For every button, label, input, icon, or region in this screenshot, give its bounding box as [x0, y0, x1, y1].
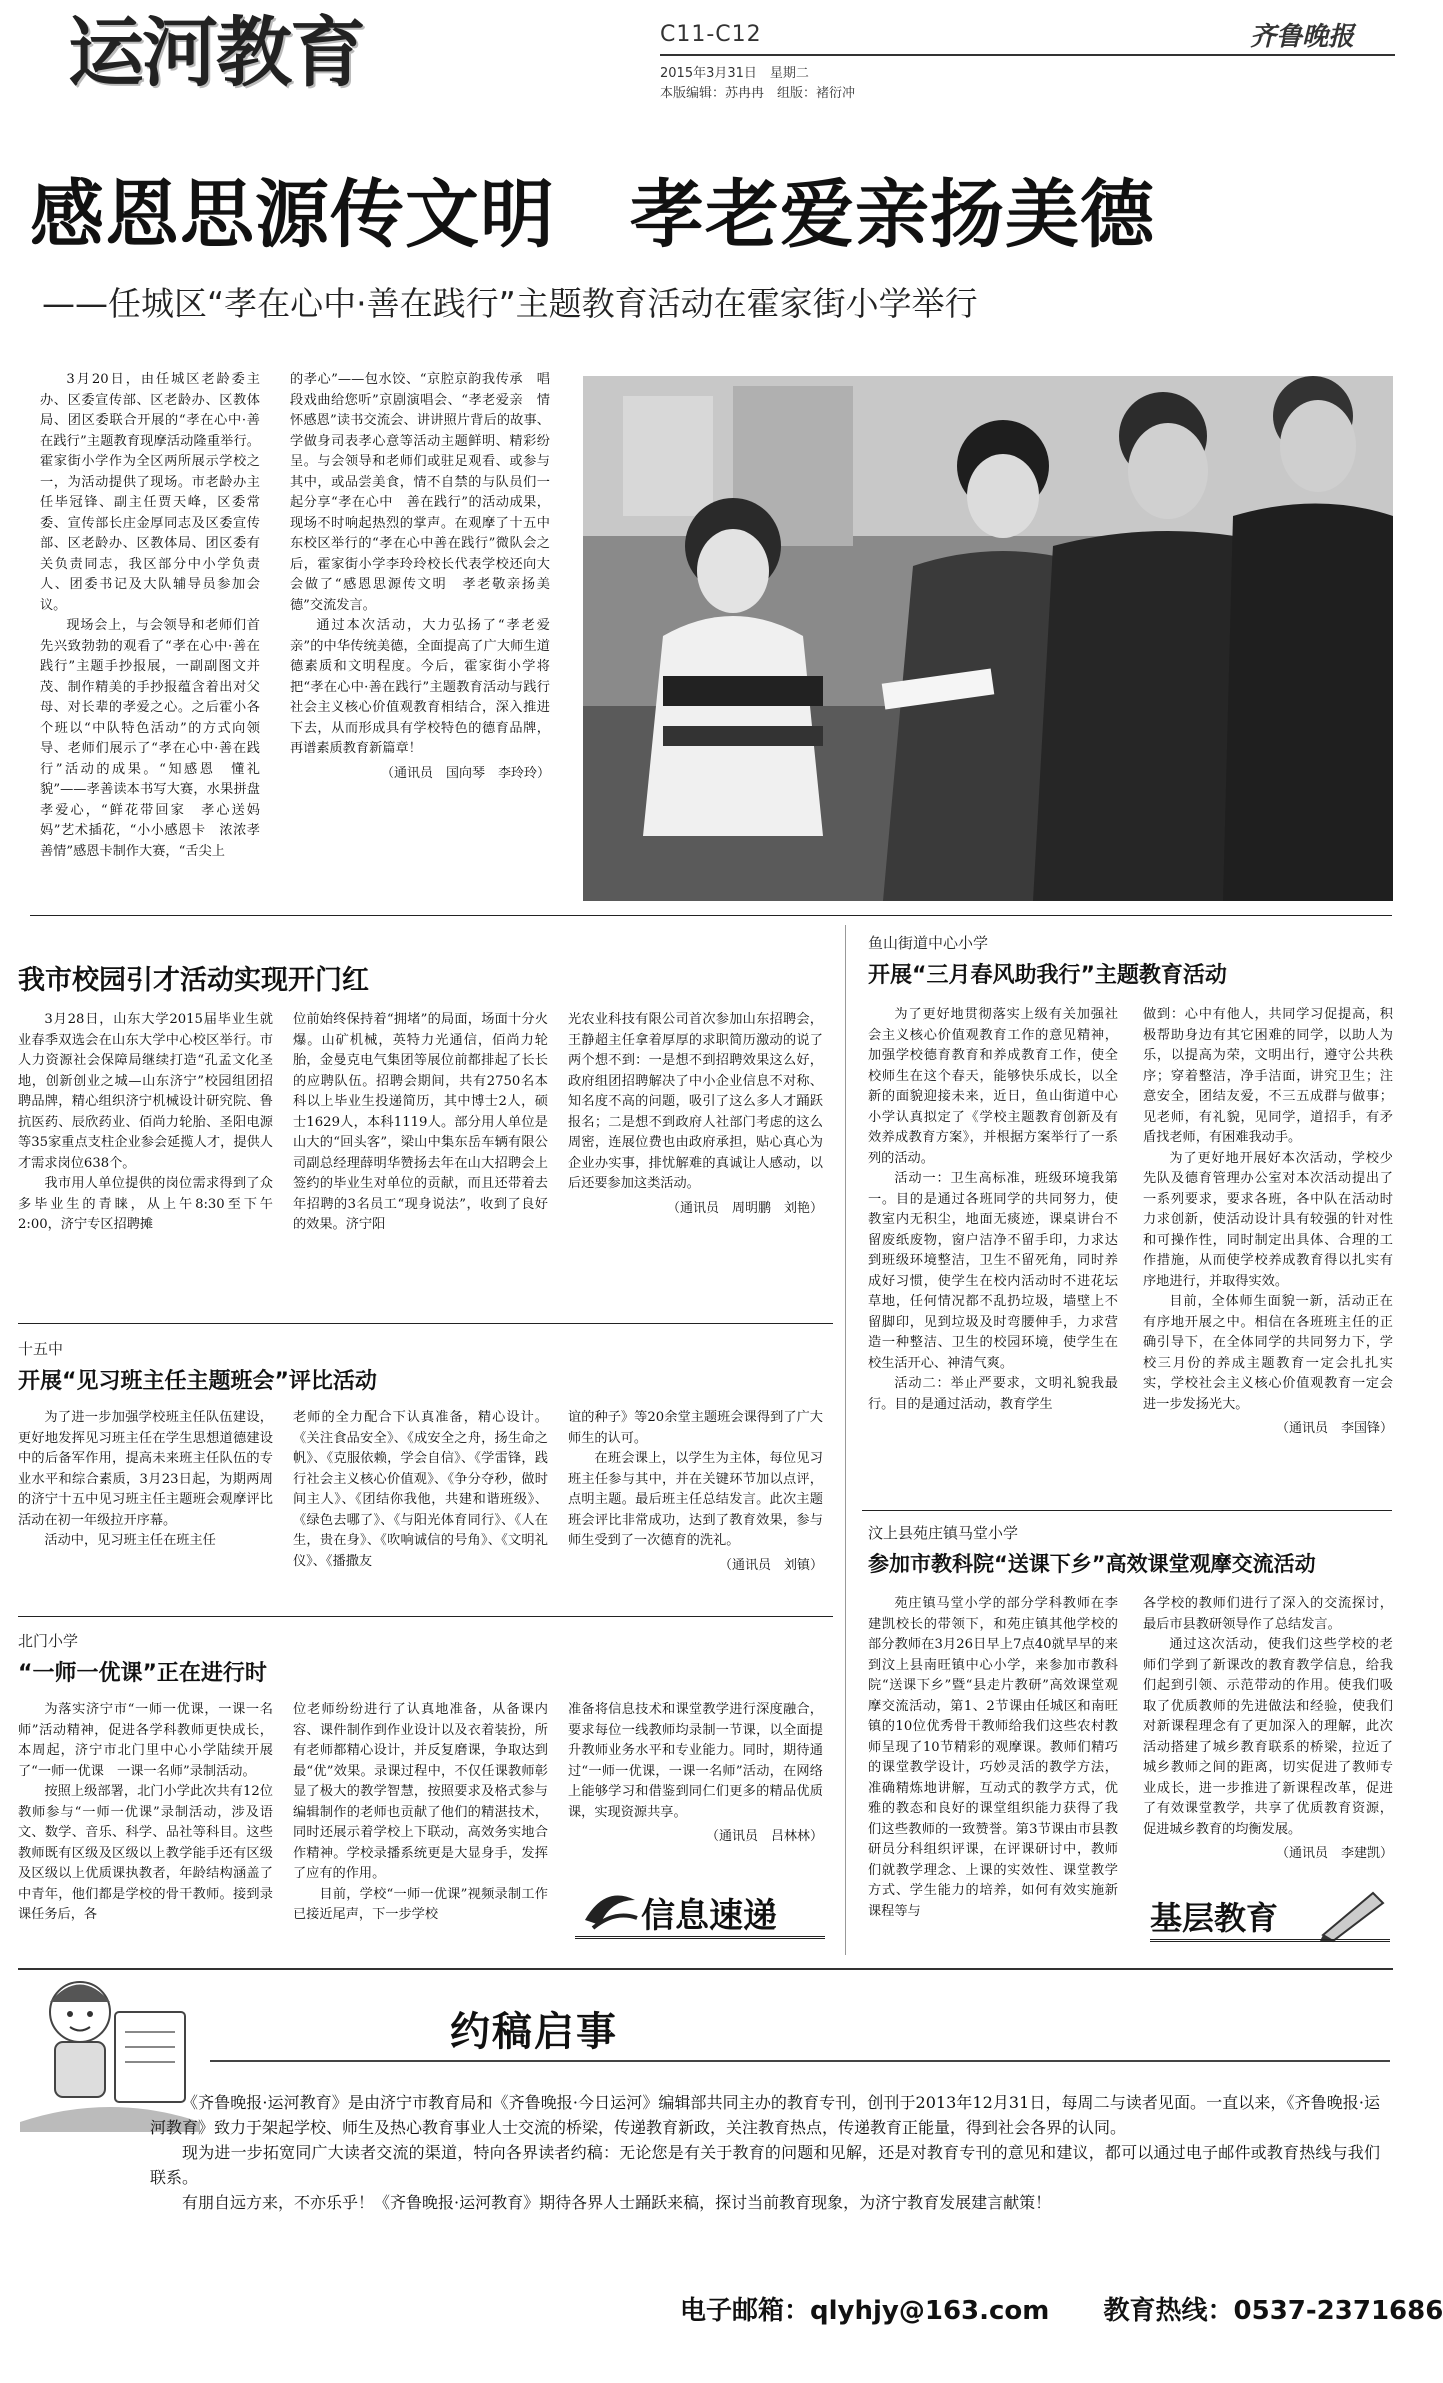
hotline-number[interactable]: 0537-2371686	[1233, 2296, 1443, 2326]
hotline-label: 教育热线：	[1103, 2296, 1234, 2326]
yuanzhuang-paragraph: 通过这次活动，使我们这些学校的老师们学到了新课改的教育教学信息，给我们起到引领、示范带动的作用。使我们吸取了优质教师的先进做法和经验，使我们对新课程理念有了更加深入的理解，此次活动搭建了城乡教育联系的桥梁，拉近了城乡教师之间的距离，切实促进了教师专业成长，进一步推进了新课程改革，促进了有效课堂教学，共享了优质教育资源，促进城乡教育的均衡发展。	[1143, 1637, 1393, 1837]
contact-line	[680, 2290, 1443, 2327]
column-divider	[845, 925, 846, 1955]
grassroots-badge-underline	[1150, 1939, 1390, 1942]
recruit-column-2	[293, 1010, 548, 1236]
yuanzhuang-paragraph: 苑庄镇马堂小学的部分学科教师在李建凯校长的带领下，和苑庄镇其他学校的部分教师在3月26日早上7点40就早早的来到汶上县南旺镇中心小学，来参加市教科院“送课下乡”暨“县走片教研”高效课堂观摩交流活动，第1、2节课由任城区和南旺镇的10位优秀骨干教师给我们这些农村教师呈现了10节精彩的观摩课。教师们精巧的课堂教学设计，巧妙灵活的教学方法，准确精炼地讲解，互动式的教学方式，优雅的教态和良好的课堂组织能力获得了我们这些教师的一致赞誉。第3节课由市县教研员分科组织评课，在评课研讨中，教师们就教学理念、上课的实效性、课堂教学方式、学生能力的培养，如何有效实施新课程等与	[868, 1596, 1118, 1919]
recruit-column-1	[18, 1010, 273, 1236]
beimen-paragraph: 目前，学校“一师一优课”视频录制工作已接近尾声，下一步学校	[293, 1886, 548, 1922]
divider	[18, 1323, 833, 1324]
notice-body	[150, 2090, 1380, 2215]
school15-kicker: 十五中	[18, 1340, 64, 1358]
grassroots-badge-label: 基层教育	[1150, 1899, 1279, 1937]
notice-paragraph: 有朋自远方来，不亦乐乎！《齐鲁晚报·运河教育》期待各界人士踊跃来稿，探讨当前教育现象，为济宁教育发展建言献策！	[182, 2193, 1052, 2212]
lead-credit: （通讯员 国向琴 李玲玲）	[380, 765, 550, 781]
info-badge	[575, 1880, 825, 1940]
yushan-column-1	[868, 1005, 1118, 1415]
lead-paragraph: 的孝心”——包水饺、“京腔京韵我传承 唱段戏曲给您听”京剧演唱会、“孝老爱亲 情怀感恩”读书交流会、讲讲照片背后的故事、学做身司表孝心意等活动主题鲜明、精彩纷呈。与会领导和老师们或驻足观看、或参与其中，或品尝美食，情不自禁的与队员们一起分享“孝在心中 善在践行”的活动成果，现场不时响起热烈的掌声。在观摩了十五中东校区举行的“孝在心中善在践行”微队会之后，霍家街小学李玲玲校长代表学校还向大会做了“感恩思源传文明 孝老敬亲扬美德”交流发言。	[290, 372, 550, 613]
school15-column-1	[18, 1408, 273, 1552]
page-range: C11-C12	[660, 22, 762, 47]
yushan-paragraph: 目前，全体师生面貌一新，活动正在有序地开展之中。相信在各班班主任的正确引导下，在全体同学的共同努力下，学校三月份的养成主题教育一定会扎扎实实，学校社会主义核心价值观教育一定会进一步发扬光大。	[1143, 1294, 1393, 1412]
pencil-icon	[1318, 1885, 1388, 1941]
school15-column-3	[568, 1408, 823, 1573]
school15-column-2	[293, 1408, 548, 1572]
yuanzhuang-credit: （通讯员 李建凯）	[1275, 1846, 1393, 1861]
notice-paragraph: 《齐鲁晚报·运河教育》是由济宁市教育局和《齐鲁晚报·今日运河》编辑部共同主办的教育专刊，创刊于2013年12月31日，每周二与读者见面。一直以来，《齐鲁晚报·运河教育》致力于架起学校、师生及热心教育事业人士交流的桥梁，传递教育新政，关注教育热点，传递教育正能量，得到社会各界的认同。	[150, 2093, 1380, 2137]
beimen-paragraph: 准备将信息技术和课堂教学进行深度融合，要求每位一线教师均录制一节课，以全面提升教师业务水平和专业能力。同时，期待通过“一师一优课，一课一名师”活动，在网络上能够学习和借鉴到同仁们更多的精品优质课，实现资源共享。	[568, 1702, 823, 1820]
email-label: 电子邮箱：	[680, 2296, 811, 2326]
lead-column-2	[290, 370, 550, 781]
yuanzhuang-headline: 参加市教科院“送课下乡”高效课堂观摩交流活动	[868, 1552, 1316, 1576]
yushan-kicker: 鱼山街道中心小学	[868, 934, 989, 952]
beimen-headline: “一师一优课”正在进行时	[18, 1661, 267, 1686]
lead-column-1	[40, 370, 260, 862]
divider	[30, 915, 1392, 916]
yuanzhuang-column-1	[868, 1594, 1118, 1922]
recruit-credit: （通讯员 周明鹏 刘艳）	[666, 1200, 823, 1216]
lead-paragraph: 3月20日，由任城区老龄委主办、区委宣传部、区老龄办、区教体局、团区委联合开展的“孝在心中·善在践行”主题教育现摩活动隆重举行。霍家街小学作为全区两所展示学校之一，为活动提供了现场。市老龄办主任毕冠锋、副主任贾天峰，区委常委、宣传部长庄金厚同志及区委宣传部、区老龄办、区教体局、团区委有关负责同志，我区部分中小学负责人、团委书记及大队辅导员参加会议。	[40, 372, 260, 613]
divider	[18, 1616, 833, 1617]
recruit-headline: 我市校园引才活动实现开门红	[18, 965, 369, 996]
newspaper-logo: 齐鲁晚报	[1250, 22, 1355, 52]
school15-paragraph: 谊的种子》等20余堂主题班会课得到了广大师生的认可。	[568, 1410, 823, 1446]
email-address[interactable]: qlyhjy@163.com	[810, 2296, 1050, 2326]
yushan-paragraph: 为了更好地贯彻落实上级有关加强社会主义核心价值观教育工作的意见精神，加强学校德育教育和养成教育工作，使全校师生在这个春天，能够快乐成长，以全新的面貌迎接未来，近日，鱼山街道中心小学认真拟定了《学校主题教育创新及有效养成教育方案》，并根据方案举行了一系列的活动。	[868, 1007, 1118, 1166]
recruit-paragraph: 3月28日，山东大学2015届毕业生就业春季双选会在山东大学中心校区举行。市人力资源社会保障局继续打造“孔孟文化圣地，创新创业之城—山东济宁”校园组团招聘品牌，精心组织济宁机械设计研究院、鲁抗医药、辰欣药业、佰尚力轮胎、圣阳电源等35家重点支柱企业参会延揽人才，提供人才需求岗位638个。	[18, 1012, 273, 1171]
school15-paragraph: 在班会课上，以学生为主体，每位见习班主任参与其中，并在关键环节加以点评，点明主题。最后班主任总结发言。此次主题班会评比非常成功，达到了教育效果，参与师生受到了一次德育的洗礼。	[568, 1451, 823, 1548]
yushan-paragraph: 为了更好地开展好本次活动，学校少先队及德育管理办公室对本次活动提出了一系列要求，要求各班，各中队在活动时力求创新，使活动设计具有较强的针对性和可操作性，同时制定出具体、合理的工作措施，从而使学校养成教育得以扎实有序地进行，并取得实效。	[1143, 1150, 1393, 1289]
masthead-rule	[660, 54, 1395, 56]
swirl-icon	[575, 1880, 645, 1940]
info-badge-underline	[575, 1936, 825, 1939]
beimen-column-3	[568, 1700, 823, 1844]
beimen-paragraph: 为落实济宁市“一师一优课，一课一名师”活动精神，促进各学科教师更快成长，本周起，济宁市北门里中心小学陆续开展了“一师一优课 一课一名师”录制活动。	[18, 1702, 273, 1779]
beimen-column-2	[293, 1700, 548, 1926]
school15-paragraph: 为了进一步加强学校班主任队伍建设，更好地发挥见习班主任在学生思想道德建设中的后备军作用，提高未来班主任队伍的专业水平和综合素质，3月23日起，为期两周的济宁十五中见习班主任主题班会观摩评比活动在初一年级拉开序幕。	[18, 1410, 273, 1528]
recruit-column-3	[568, 1010, 823, 1216]
yuanzhuang-paragraph: 各学校的教师们进行了深入的交流探讨，最后市县教研领导作了总结发言。	[1143, 1596, 1393, 1632]
school15-headline: 开展“见习班主任主题班会”评比活动	[18, 1369, 377, 1394]
recruit-paragraph: 光农业科技有限公司首次参加山东招聘会，王静超主任拿着厚厚的求职简历激动的说了两个想不到：一是想不到招聘效果这么好，政府组团招聘解决了中小企业信息不对称、知名度不高的问题，吸引了这么多人才踊跃报名；二是想不到政府人社部门考虑的这么周密，连展位费也由政府承担，贴心真心为企业办实事，排忧解难的真诚让人感动，以后还要参加这类活动。	[568, 1012, 823, 1191]
grassroots-badge	[1150, 1885, 1390, 1945]
school15-paragraph: 活动中，见习班主任在班主任	[44, 1533, 216, 1548]
beimen-column-1	[18, 1700, 273, 1926]
yuanzhuang-kicker: 汶上县苑庄镇马堂小学	[868, 1524, 1019, 1542]
info-badge-label: 信息速递	[641, 1896, 777, 1936]
beimen-kicker: 北门小学	[18, 1632, 79, 1650]
beimen-credit: （通讯员 吕林林）	[705, 1829, 823, 1844]
divider	[862, 1510, 1392, 1511]
notice-top-rule	[18, 1968, 1393, 1970]
yushan-paragraph: 活动一：卫生高标准，班级环境我第一。目的是通过各班同学的共同努力，使教室内无积尘，地面无痰迹，课桌讲台不留废纸废物，窗户洁净不留手印，力求达到班级环境整洁，卫生不留死角，同时养成好习惯，使学生在校内活动时不进花坛草地，任何情况都不乱扔垃圾，墙壁上不留脚印，见到垃圾及时弯腰伸手，力求营造一种整洁、卫生的校园环境，使学生在校生活开心、神清气爽。	[868, 1171, 1118, 1371]
notice-paragraph: 现为进一步拓宽同广大读者交流的渠道，特向各界读者约稿：无论您是有关于教育的问题和见解，还是对教育专刊的意见和建议，都可以通过电子邮件或教育热线与我们联系。	[150, 2143, 1380, 2187]
notice-title: 约稿启事	[450, 2009, 618, 2055]
lead-paragraph: 现场会上，与会领导和老师们首先兴致勃勃的观看了“孝在心中·善在践行”主题手抄报展，一副副图文并茂、制作精美的手抄报蕴含着出对父母、对长辈的孝爱之心。之后霍小各个班以“中队特色活动”的方式向领导、老师们展示了“孝在心中·善在践行”活动的成果。“知感恩 懂礼貌”——孝善读本书写大赛，水果拼盘孝爱心，“鲜花带回家 孝心送妈妈”艺术插花，“小小感恩卡 浓浓孝善情”感恩卡制作大赛，“舌尖上	[40, 618, 260, 859]
lead-headline: 感恩思源传文明 孝老爱亲扬美德	[30, 172, 1155, 258]
editors-line: 本版编辑：苏冉冉 组版：褚衍冲	[660, 86, 856, 101]
beimen-paragraph: 按照上级部署，北门小学此次共有12位教师参与“一师一优课”录制活动，涉及语文、数学、音乐、科学、品社等科目。这些教师既有区级及区级以上教学能手还有区级及区级以上优质课执教者，年龄结构涵盖了中青年，他们都是学校的骨干教师。接到录课任务后，各	[18, 1784, 273, 1922]
section-logo: 运河教育	[68, 8, 364, 97]
recruit-paragraph: 位前始终保持着“拥堵”的局面，场面十分火爆。山矿机械，英特力光通信，佰尚力轮胎，金曼克电气集团等展位前都排起了长长的应聘队伍。招聘会期间，共有2750名本科以上毕业生投递简历，其中博士2人，硕士1629人，本科1119人。部分用人单位是山大的“回头客”，梁山中集东岳车辆有限公司副总经理薛明华赞扬去年在山大招聘会上签约的毕业生对单位的贡献，而且还带着去年招聘的3名员工“现身说法”，收到了良好的效果。济宁阳	[293, 1012, 548, 1232]
notice-title-rule	[210, 2060, 1390, 2062]
ceremony-photo	[583, 376, 1393, 901]
masthead	[0, 0, 1417, 110]
lead-photo	[583, 376, 1393, 901]
school15-credit: （通讯员 刘镇）	[718, 1557, 823, 1573]
recruit-paragraph: 我市用人单位提供的岗位需求得到了众多毕业生的青睐，从上午8:30至下午2:00，济宁专区招聘摊	[18, 1176, 273, 1232]
yushan-headline: 开展“三月春风助我行”主题教育活动	[868, 963, 1227, 988]
date-line: 2015年3月31日 星期二	[660, 66, 809, 81]
yushan-paragraph: 做到：心中有他人，共同学习促提高，积极帮助身边有其它困难的同学，以助人为乐，以提高为荣，文明出行，遵守公共秩序；穿着整洁，净手洁面，讲究卫生；注意安全，团结友爱，不三五成群与做事；见老师，有礼貌，见同学，道招手，有矛盾找老师，有困难我动手。	[1143, 1007, 1393, 1145]
lead-paragraph: 通过本次活动，大力弘扬了“孝老爱亲”的中华传统美德，全面提高了广大师生道德素质和文明程度。今后，霍家街小学将把“孝在心中·善在践行”主题教育活动与践行社会主义核心价值观教育相结合，深入推进下去，从而形成具有学校特色的德育品牌，再谱素质教育新篇章！	[290, 618, 550, 756]
beimen-paragraph: 位老师纷纷进行了认真地准备，从备课内容、课件制作到作业设计以及衣着装扮，所有老师都精心设计，并反复磨课，争取达到最“优”效果。录课过程中，不仅任课教师彰显了极大的教学智慧，按照要求及格式参与编辑制作的老师也贡献了他们的精湛技术，同时还展示着学校上下联动，高效务实地合作精神。学校录播系统更是大显身手，发挥了应有的作用。	[293, 1702, 548, 1881]
yushan-credit: （通讯员 李国锋）	[1275, 1421, 1393, 1436]
lead-subhead: ——任城区“孝在心中·善在践行”主题教育活动在霍家街小学举行	[42, 284, 978, 323]
school15-paragraph: 老师的全力配合下认真准备，精心设计。《关注食品安全》、《成安全之舟，扬生命之帆》、《克服依赖，学会自信》、《学雷锋，践行社会主义核心价值观》、《争分夺秒，做时间主人》、《团结你我他，共建和谐班级》、《绿色去哪了》、《与阳光体育同行》、《人在生，贵在身》、《吹响诚信的号角》、《文明礼仪》、《播撒友	[293, 1410, 548, 1569]
yuanzhuang-column-2	[1143, 1594, 1393, 1861]
yushan-paragraph: 活动二：举止严要求，文明礼貌我最行。目的是通过活动，教育学生	[868, 1376, 1118, 1412]
yushan-column-2	[1143, 1005, 1393, 1436]
